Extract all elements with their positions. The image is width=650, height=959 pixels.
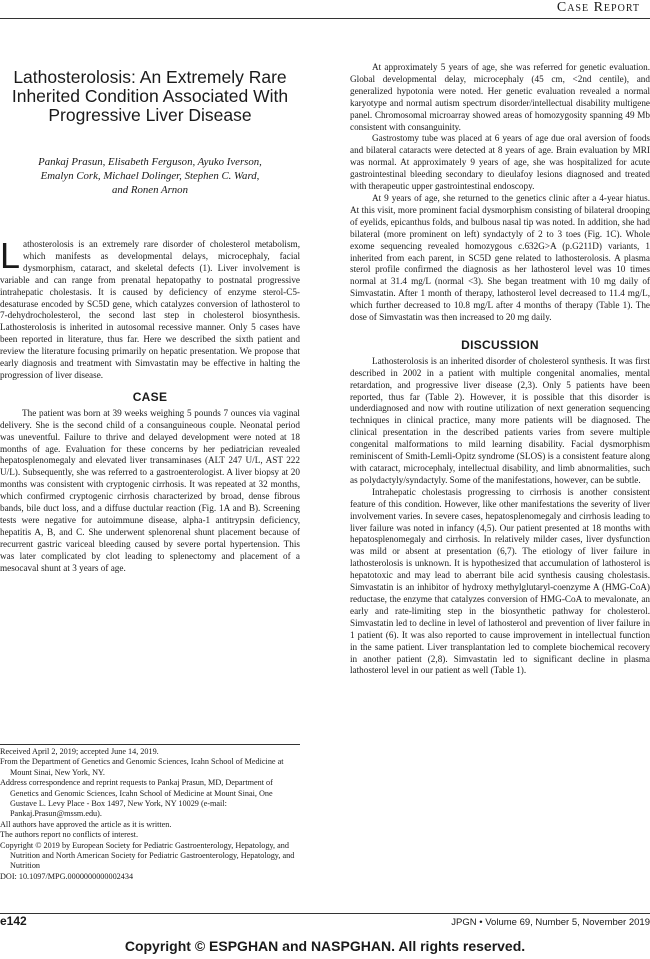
abstract-text: athosterolosis is an extremely rare disorder of cholesterol metabolism, which manifests as developmental delays, microcephaly, facial dysmorphism, cataract, and skeletal defects (1). Liver involvement is variable and can range from prenatal hepatopathy to postnatal progressive intrahepatic cholestasis. It is caused by deficiency of enzyme sterol-C5- desaturase encoded by SC5D gene, which catalyzes conversion of lathosterol to 7-dehydrocholesterol, the second last step in cholesterol biosynthesis. Lathosterolosis is inherited in autosomal recessive manner. Only 5 cases have been reported in literature, thus far. Here we described the sixth patient and review the literature focusing primarily on hepatic presentation. We propose that early diagnosis and treatment with Simvastatin may be effective in halting the progression of liver disease. bbox=[0, 239, 300, 380]
section-label: Case Report bbox=[556, 0, 640, 15]
author-line: Pankaj Prasun, Elisabeth Ferguson, Ayuko Iverson, bbox=[38, 156, 262, 168]
footnote-doi: DOI: 10.1097/MPG.0000000000002434 bbox=[0, 871, 134, 881]
footnote-copyright: Copyright © 2019 by European Society for Pediatric Gastroenterology, Hepatology, and Nutrition and North American Society for Pediatric Gastroenterology, Hepatology, and Nutrition bbox=[0, 840, 295, 871]
footnote-conflicts: The authors report no conflicts of interest. bbox=[0, 830, 139, 840]
case-paragraph: At 9 years of age, she returned to the genetics clinic after a 4-year hiatus. At this visit, more prominent facial dysmorphism consisting of bilateral drooping of eyelids, epicanthus folds, and bulbous nasal tip was noted. In addition, she had bilateral (more prominent on left) syndactyly of 2 to 3 toes (Fig. 1C). Whole exome sequencing revealed homozygous c.632G>A (p.G211D) variants, 1 inherited from each parent, in SC5D gene related to lathosterolosis. A plasma sterol profile confirmed the diagnosis as her lathosterol level was 10 times normal at 31.4 mg/L (normal <3). She began treatment with 10 mg daily of Simvastatin. After 1 month of therapy, lathosterol level decreased to 11.4 mg/L, which further decreased to 10.8 mg/L after 4 months of therapy (Table 1). The dose of Simvastatin was then increased to 20 mg daily. bbox=[350, 192, 650, 323]
case-paragraph: The patient was born at 39 weeks weighing 5 pounds 7 ounces via vaginal delivery. She is the second child of a consanguineous couple. Neonatal period was uneventful. Failure to thrive and delayed development were noted at 18 months of age. Evaluation for these concerns by her pediatrician revealed hepatosplenomegaly and elevated liver transaminases (ALT 247 U/L, AST 222 U/L). Subsequently, she was referred to a gastroenterologist. A liver biopsy at 20 months was consistent with cryptogenic cirrhosis. It was repeated at 32 months, which confirmed cryptogenic cirrhosis characterized by broad, dense fibrous bands, bile duct loss, and a diffuse ductular reaction (Fig. 1A and B). Screening tests were negative for autoimmune disease, alpha-1 antitrypsin deficiency, hepatitis A, B, and C. She underwent splenorenal shunt placement because of recurrent gastric variceal bleeding caused by severe portal hypertension. This was later complicated by clot leading to splenectomy and placement of a mesocaval shunt at 3 years of age. bbox=[0, 407, 300, 573]
author-line: and Ronen Arnon bbox=[112, 184, 188, 196]
discussion-paragraph: Lathosterolosis is an inherited disorder of cholesterol synthesis. It was first described in 2002 in a patient with multiple congenital anomalies, mental retardation, and progressive liver disease (2,3). Only 5 patients have been reported, thus far (Table 2). However, it is possible that this disorder is underdiagnosed and now with routine utilization of next generation sequencing techniques in clinical practice, many more patients will be diagnosed. The clinical presentation in the described patients varies from severe multiple congenital malformations to mild learning disability. Facial dysmorphism reminiscent of Smith-Lemli-Opitz syndrome (SLOS) is a consistent feature along with cataract, microcephaly, intellectual disability, and limb abnormalities, such as polydactyly/syndactyly. Some of the manifestations, however, can be subtle. bbox=[350, 355, 650, 485]
author-list bbox=[0, 155, 300, 197]
copyright-banner: Copyright © ESPGHAN and NASPGHAN. All rights reserved. bbox=[124, 938, 526, 954]
author-line: Emalyn Cork, Michael Dolinger, Stephen C. Ward, bbox=[40, 170, 260, 182]
discussion-heading: DISCUSSION bbox=[461, 337, 539, 352]
discussion-paragraph: Intrahepatic cholestasis progressing to cirrhosis is another consistent feature of this condition. However, like other manifestations the severity of liver involvement varies. In severe cases, hepatosplenomegaly and cirrhosis leading to liver failure was noted in infancy (4,5). Our patient presented at 18 months with hepatosplenomegaly and cirrhosis. In relatively milder cases, liver dysfunction was mild or absent at presentation (6,7). The etiology of liver failure in lathosterolosis is unknown. It is hypothesized that accumulation of lathosterol is hepatotoxic and may lead to aberrant bile acid synthesis causing cholestasis. Simvastatin is an inhibitor of hydroxy methylglutaryl-coenzyme A (HMG-CoA) reductase, the enzyme that catalyzes conversion of HMG-CoA to mevalonate, an early and rate-limiting step in the biosynthetic pathway for cholesterol. Simvastatin led to decline in level of lathosterol and prevention of liver failure in 1 patient (6). It was also reported to cause improvement in intellectual function in the same patient. Liver transplantation led to complete biochemical recovery in another patient (2,8). Simvastatin led to significant decline in plasma lathosterol level in our patient as well (Table 1). bbox=[350, 486, 650, 676]
drop-cap: L bbox=[0, 235, 21, 276]
case-heading: CASE bbox=[132, 389, 168, 404]
footnote-approval: All authors have approved the article as it is written. bbox=[0, 819, 172, 829]
footer-divider bbox=[0, 913, 650, 914]
article-title: Lathosterolosis: An Extremely Rare Inherited Condition Associated With Progressive Liver Disease bbox=[11, 67, 289, 125]
article-footnotes bbox=[0, 744, 300, 882]
journal-citation: JPGN • Volume 69, Number 5, November 2019 bbox=[451, 917, 650, 928]
case-paragraph: Gastrostomy tube was placed at 6 years of age due oral aversion of foods and bilateral cataracts were detected at 8 years of age. Brain evaluation by MRI was normal. At approximately 9 years of age, she was hospitalized for acute gastrointestinal bleeding secondary to dieulafoy lesions diagnosed and treated with therapeutic upper gastrointestinal endoscopy. bbox=[350, 133, 650, 192]
footnote-affiliation: From the Department of Genetics and Genomic Sciences, Icahn School of Medicine at Mount Sinai, New York, NY. bbox=[0, 757, 284, 777]
right-column bbox=[350, 62, 650, 677]
case-paragraph: At approximately 5 years of age, she was referred for genetic evaluation. Global developmental delay, microcephaly (45 cm, <2nd centile), and generalized hypotonia were noted. Her genetic evaluation revealed a normal karyotype and normal autism spectrum disorder/intellectual disability multigene panel. Chromosomal microarray showed areas of homozygosity spanning 49 Mb consistent with consanguinity. bbox=[350, 62, 650, 132]
header-bar bbox=[0, 0, 650, 19]
footnote-correspondence: Address correspondence and reprint requests to Pankaj Prasun, MD, Department of Genetics and Genomic Sciences, Icahn School of Medicine at Mount Sinai, One Gustave L. Levy Place - Box 1497, New York, NY 10029 (e-mail: Pankaj.Prasun@mssm.edu). bbox=[0, 778, 273, 819]
footnote-received: Received April 2, 2019; accepted June 14, 2019. bbox=[0, 747, 159, 756]
left-column bbox=[0, 62, 300, 574]
page-number: e142 bbox=[0, 914, 27, 928]
abstract bbox=[0, 235, 300, 382]
